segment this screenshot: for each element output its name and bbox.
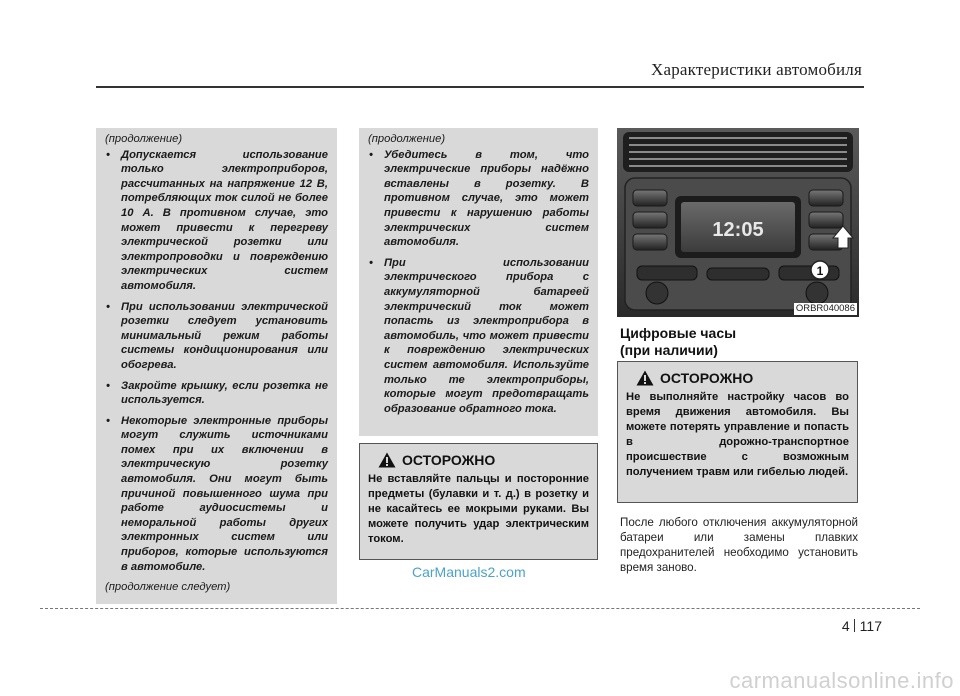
section-title [620, 325, 736, 359]
page-number [842, 618, 882, 634]
continued-box-middle [359, 128, 598, 436]
header-title: Характеристики автомобиля [651, 60, 862, 79]
warning-triangle-icon [378, 452, 396, 468]
warning-triangle-icon [636, 370, 654, 386]
footer-rule [40, 608, 920, 609]
callout-number: 1 [816, 264, 824, 278]
page-index: 117 [859, 618, 882, 634]
continued-label: (продолжение) [105, 133, 183, 145]
watermark-text: CarManuals2.com [412, 564, 526, 580]
warning-header [368, 452, 589, 468]
clock-figure [617, 128, 859, 317]
bullet-list [105, 148, 328, 575]
list-item: • Допускается использование только электроприборов, рассчитанных на напряжение 12 В, потребляющих ток силой не более 10 А. В противном случае, это может привести к перегреву электрической розетки или электропроводки и повреждению электрических систем автомобиля. [106, 148, 328, 292]
list-item: • Закройте крышку, если розетка не используется. [106, 379, 328, 407]
body-paragraph: После любого отключения аккумуляторной батареи или замены плавких предохранителей необходимо установить время заново. [620, 516, 858, 574]
warning-header [626, 370, 849, 386]
warning-text: Не вставляйте пальцы и посторонние предметы (булавки и т. д.) в розетку и не касайтесь ее мокрыми руками. Вы можете получить удар электрическим током. [368, 473, 589, 545]
list-item: • При использовании электрического прибора с аккумуляторной батареей электрический ток может попасть из электроприбора в автомобиль, что может привести к повреждению электрических систем автомобиля. Используйте только те электроприборы, которые могут предотвращать образование обратного тока. [369, 256, 589, 415]
list-item: • При использовании электрической розетки следует установить минимальный режим работы системы кондиционирования или обогрева. [106, 300, 328, 371]
section-title-line: Цифровые часы [620, 325, 737, 341]
list-item: • Некоторые электронные приборы могут служить источниками помех при их включении в электрическую розетку автомобиля. Они могут быть причиной повышенного шума при работе аудиосистемы и неморальной работы других электронных систем или приборов, которые используются в автомобиле. [106, 414, 328, 573]
header-rule [96, 86, 864, 88]
continued-box-left [96, 128, 337, 604]
clock-display: 12:05 [712, 219, 764, 241]
warning-text: Не выполняйте настройку часов во время движения автомобиля. Вы можете потерять управление и попасть в дорожно-транспортное происшествие с возможным получением травм или гибелью людей. [626, 391, 849, 478]
figure-caption: ORBR040086 [795, 303, 855, 314]
warning-box-clock [617, 361, 858, 503]
bottom-watermark: carmanualsonline.info [729, 668, 954, 693]
bullet-list [368, 148, 589, 417]
continued-label: (продолжение) [368, 133, 446, 145]
chapter-number: 4 [841, 618, 850, 634]
page-separator [854, 619, 855, 632]
warning-title: ОСТОРОЖНО [660, 369, 754, 386]
list-item: • Убедитесь в том, что электрические приборы надёжно вставлены в розетку. В противном случае, это может привести к нарушению работы электрических систем автомобиля. [369, 148, 589, 249]
section-subtitle-line: (при наличии) [620, 342, 718, 358]
warning-title: ОСТОРОЖНО [402, 451, 496, 468]
continued-next-label: (продолжение следует) [105, 581, 231, 594]
dashboard-photo [617, 128, 859, 317]
warning-box-socket [359, 443, 598, 560]
